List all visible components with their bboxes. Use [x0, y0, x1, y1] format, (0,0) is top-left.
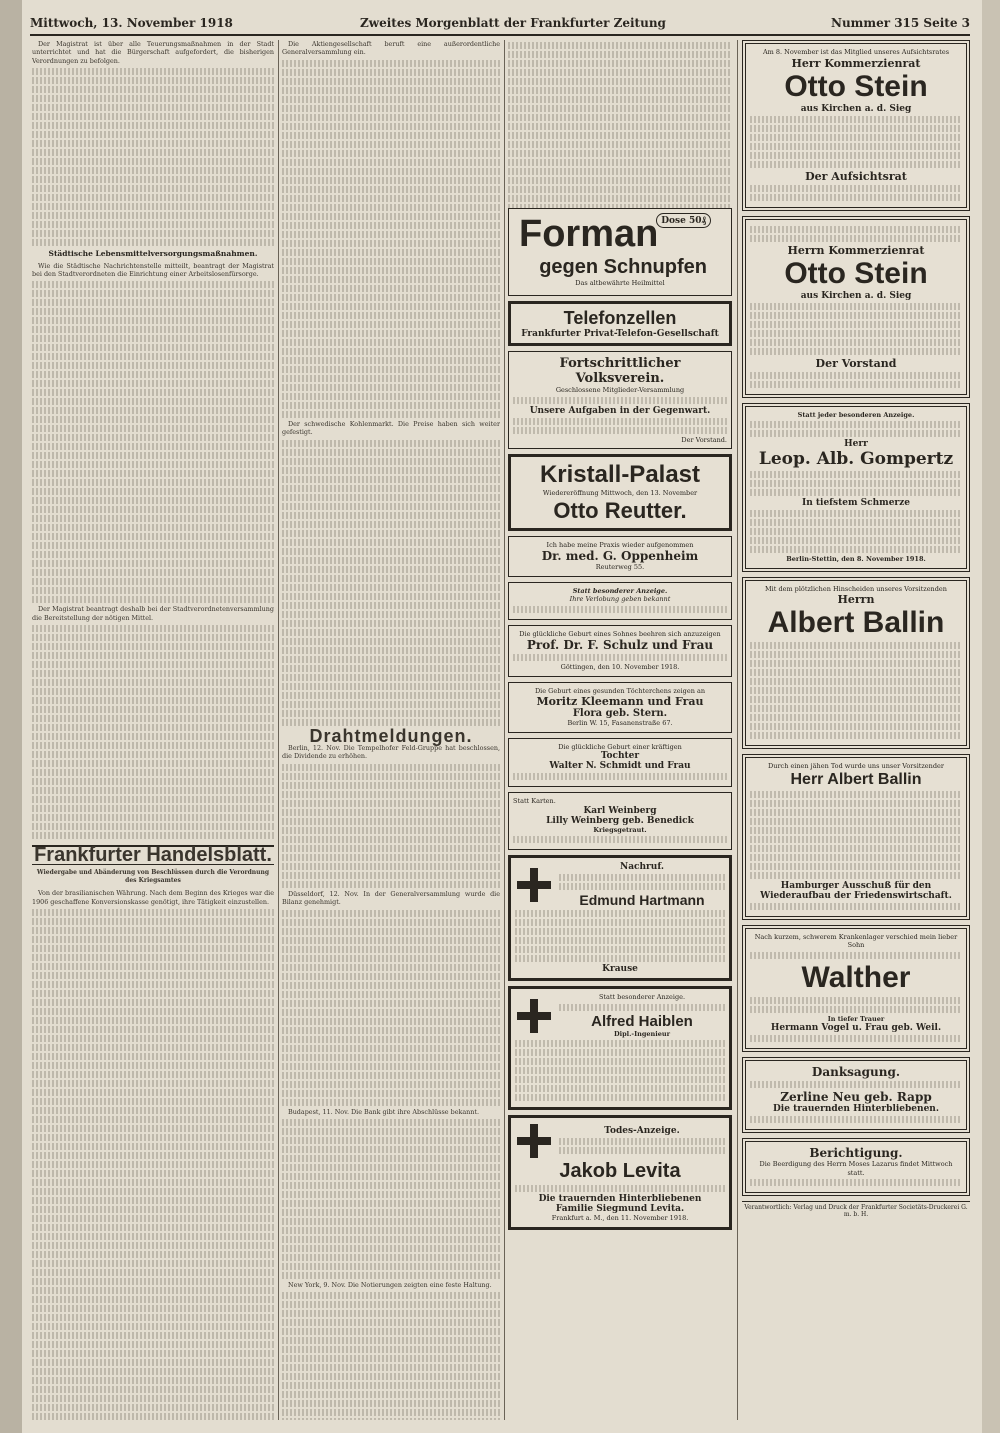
- ad-stein1-title: Herr Kommerzienrat: [791, 56, 921, 70]
- ad-stein2-sign: Der Vorstand: [815, 356, 897, 370]
- column-3: [508, 40, 732, 1420]
- ad-kleemann-name: Moritz Kleemann und Frau: [536, 695, 704, 708]
- column-rule: [737, 40, 738, 1420]
- ad-telefonzellen-title: Telefonzellen: [563, 308, 677, 328]
- ad-kristall-act: Otto Reutter.: [553, 497, 687, 523]
- column-1: [32, 40, 274, 1420]
- iron-cross-icon: [515, 1122, 553, 1160]
- ad-volksverein: [508, 351, 732, 449]
- ad-stein2-name: Otto Stein: [784, 256, 928, 290]
- ad-danksagung-sub: Die trauernden Hinterbliebenen.: [773, 1104, 939, 1114]
- article-paragraph: Der Magistrat beantragt deshalb bei der Stadtverordnetenversammlung die Bereitstellung der nötigen Mittel.: [32, 605, 274, 622]
- ad-gompertz-place: Berlin-Stettin, den 8. November 1918.: [786, 555, 926, 563]
- ad-schulz-place: Göttingen, den 10. November 1918.: [560, 663, 680, 671]
- ad-walther-name: Walther: [801, 960, 911, 994]
- ad-ballin-1: [742, 577, 970, 750]
- ad-kleemann-sub: Flora geb. Stern.: [572, 708, 668, 719]
- ad-levita: [508, 1115, 732, 1230]
- ad-ballin2-name: Herr Albert Ballin: [790, 770, 922, 788]
- column-rule: [504, 40, 505, 1420]
- article-paragraph: Der schwedische Kohlenmarkt. Die Preise haben sich weiter gefestigt.: [282, 419, 500, 437]
- ad-volksverein-sub: Geschlossene Mitglieder-Versammlung: [555, 386, 685, 394]
- section-title-drahtmeldungen: Drahtmeldungen.: [309, 725, 473, 746]
- ad-hartmann-sign: Krause: [602, 964, 638, 974]
- ad-hartmann-title: Nachruf.: [619, 862, 665, 872]
- ad-ballin-2: [742, 754, 970, 920]
- ad-kleemann: [508, 682, 732, 733]
- ad-berichtigung-title: Berichtigung.: [809, 1146, 903, 1160]
- ad-verlobung-body: Ihre Verlobung geben bekannt: [569, 595, 671, 603]
- article-paragraph: Der Magistrat ist über alle Teuerungsmaßnahmen in der Stadt unterrichtet und hat die Bürgerschaft aufgefordert, die bisherigen Verordnungen zu befolgen.: [32, 40, 274, 65]
- section-title: Frankfurter Handelsblatt.: [32, 845, 274, 864]
- ad-haiblen-sub: Dipl.-Ingenieur: [613, 1029, 670, 1038]
- ad-danksagung: [742, 1057, 970, 1133]
- ad-berichtigung-body: Die Beerdigung des Herrn Moses Lazarus findet Mittwoch statt.: [759, 1160, 953, 1177]
- ad-stein1-name: Otto Stein: [784, 69, 928, 103]
- article-heading: Städtische Lebensmittelversorgungsmaßnahmen.: [48, 249, 258, 259]
- ad-kristall-palast: [508, 454, 732, 531]
- ad-volksverein-title: Fortschrittlicher Volksverein.: [559, 356, 681, 386]
- ad-walther: [742, 925, 970, 1053]
- ad-oppenheim-addr: Reuterweg 55.: [595, 563, 645, 571]
- ad-gompertz: [742, 403, 970, 572]
- article-paragraph: Von der brasilianischen Währung. Nach dem Beginn des Krieges war die 1906 geschaffene Konversionskasse genötigt, ihre Tätigkeit einzustellen.: [32, 889, 274, 906]
- ad-verlobung-title: Statt besonderer Anzeige.: [572, 586, 668, 595]
- ad-oppenheim-intro: Ich habe meine Praxis wieder aufgenommen: [546, 540, 694, 549]
- ad-gompertz-title: Statt jeder besonderen Anzeige.: [797, 410, 915, 419]
- article-paragraph: Düsseldorf, 12. Nov. In der Generalversammlung wurde die Bilanz genehmigt.: [282, 889, 500, 907]
- imprint: Verantwortlich: Verlag und Druck der Frankfurter Societäts-Druckerei G. m. b. H.: [742, 1201, 970, 1218]
- ad-stein1-sign: Der Aufsichtsrat: [805, 169, 907, 183]
- ad-weinberg-sub: Kriegsgetraut.: [593, 825, 647, 834]
- ad-ballin1-name: Albert Ballin: [767, 606, 945, 639]
- article-paragraph: Berlin, 12. Nov. Die Tempelhofer Feld-Gruppe hat beschlossen, die Dividende zu erhöhen.: [282, 744, 500, 761]
- ad-gompertz-name: Leop. Alb. Gompertz: [758, 449, 954, 469]
- ad-weinberg-title: Statt Karten.: [513, 797, 556, 805]
- ad-tochter: [508, 738, 732, 788]
- column-2: [282, 40, 500, 1420]
- ad-oppenheim: [508, 536, 732, 577]
- ad-levita-title: Todes-Anzeige.: [604, 1126, 680, 1136]
- ad-haiblen: [508, 986, 732, 1110]
- page-header: [30, 14, 970, 36]
- ad-kristall-title: Kristall-Palast: [539, 461, 701, 488]
- ad-weinberg-name: Karl Weinberg: [583, 805, 657, 816]
- ad-gompertz-pre: Herr: [844, 439, 868, 449]
- ad-levita-family: Familie Siegmund Levita.: [555, 1204, 685, 1214]
- ad-schulz-name: Prof. Dr. F. Schulz und Frau: [526, 638, 714, 652]
- right-edge: [982, 0, 1000, 1433]
- ad-forman-note: Das altbewährte Heilmittel: [575, 279, 665, 287]
- ad-tochter-name: Walter N. Schmidt und Frau: [549, 761, 691, 771]
- ad-telefonzellen-sub: Frankfurter Privat-Telefon-Gesellschaft: [521, 329, 719, 339]
- ad-volksverein-sign: Der Vorstand.: [681, 435, 727, 444]
- column-4: [742, 40, 970, 1420]
- ad-kleemann-intro: Die Geburt eines gesunden Töchterchens zeigen an: [534, 686, 706, 695]
- ad-ballin1-pre: Herrn: [837, 593, 875, 606]
- ad-walther-intro: Nach kurzem, schwerem Krankenlager verschied mein lieber Sohn: [754, 932, 958, 949]
- ad-forman: [508, 208, 732, 296]
- ad-weinberg-name2: Lilly Weinberg geb. Benedick: [546, 815, 694, 826]
- ad-stein2-place: aus Kirchen a. d. Sieg: [800, 290, 912, 301]
- ad-weinberg: [508, 792, 732, 850]
- ad-danksagung-title: Danksagung.: [811, 1065, 901, 1079]
- header-page: Nummer 315 Seite 3: [830, 16, 970, 30]
- iron-cross-icon: [515, 866, 553, 904]
- header-date: Mittwoch, 13. November 1918: [30, 16, 233, 30]
- ad-levita-name: Jakob Levita: [559, 1160, 681, 1182]
- ad-stein-1: [742, 40, 970, 211]
- section-subtitle: Wiedergabe und Abänderung von Beschlüssen durch die Verordnung des Kriegsamtes: [36, 868, 270, 885]
- ad-danksagung-name: Zerline Neu geb. Rapp: [780, 1090, 932, 1104]
- article-paragraph: Budapest, 11. Nov. Die Bank gibt ihre Abschlüsse bekannt.: [288, 1107, 480, 1116]
- ad-stein2-title: Herrn Kommerzienrat: [787, 243, 925, 257]
- binding-strip: [0, 0, 22, 1433]
- iron-cross-icon: [515, 997, 553, 1035]
- ad-forman-sub: gegen Schnupfen: [539, 256, 707, 278]
- ad-ballin2-sign: Hamburger Ausschuß für den Wiederaufbau der Friedenswirtschaft.: [760, 880, 952, 901]
- ad-ballin1-intro: Mit dem plötzlichen Hinscheiden unseres Vorsitzenden: [765, 584, 947, 593]
- ad-oppenheim-name: Dr. med. G. Oppenheim: [541, 549, 699, 563]
- ad-forman-brand: Forman: [519, 213, 659, 255]
- article-paragraph: Die Aktiengesellschaft beruft eine außerordentliche Generalversammlung ein.: [282, 40, 500, 57]
- ad-tochter-word: Tochter: [600, 751, 640, 761]
- ad-gompertz-sub: In tiefstem Schmerze: [801, 498, 911, 508]
- ad-schulz-intro: Die glückliche Geburt eines Sohnes beehren sich anzuzeigen: [519, 629, 721, 638]
- ad-walther-family: Hermann Vogel u. Frau geb. Weil.: [770, 1023, 942, 1033]
- header-title: Zweites Morgenblatt der Frankfurter Zeitung: [360, 16, 666, 30]
- ad-forman-price: Dose 50₰: [656, 213, 711, 228]
- ad-stein-2: [742, 216, 970, 398]
- ad-haiblen-title: Statt besonderer Anzeige.: [598, 993, 686, 1001]
- ad-hartmann-name: Edmund Hartmann: [579, 892, 705, 908]
- article-paragraph: New York, 9. Nov. Die Notierungen zeigten eine feste Haltung.: [288, 1281, 492, 1290]
- ad-volksverein-topic: Unsere Aufgaben in der Gegenwart.: [529, 405, 711, 416]
- column-rule: [278, 40, 279, 1420]
- ad-kristall-sub: Wiedereröffnung Mittwoch, den 13. November: [542, 489, 698, 497]
- ad-hartmann: [508, 855, 732, 981]
- article-paragraph: Wie die Städtische Nachrichtenstelle mitteilt, beantragt der Magistrat bei den Stadtverordneten die Einrichtung einer Arbeitslosenfürsorge.: [32, 261, 274, 279]
- ad-schulz: [508, 625, 732, 677]
- article-block: [508, 40, 732, 208]
- ad-levita-place: Frankfurt a. M., den 11. November 1918.: [551, 1214, 689, 1222]
- ad-haiblen-name: Alfred Haiblen: [591, 1012, 693, 1030]
- ad-telefonzellen: [508, 301, 732, 346]
- ad-walther-sub: In tiefer Trauer: [827, 1014, 885, 1023]
- ad-verlobung: [508, 582, 732, 620]
- ad-stein1-place: aus Kirchen a. d. Sieg: [800, 103, 912, 114]
- ad-ballin2-intro: Durch einen jähen Tod wurde uns unser Vorsitzender: [768, 762, 944, 770]
- ad-stein1-intro: Am 8. November ist das Mitglied unseres Aufsichtsrates: [762, 48, 950, 56]
- ad-kleemann-place: Berlin W. 15, Fasanenstraße 67.: [567, 719, 673, 727]
- ad-berichtigung: [742, 1138, 970, 1196]
- ad-levita-sub: Die trauernden Hinterbliebenen: [538, 1194, 702, 1204]
- ad-tochter-intro: Die glückliche Geburt einer kräftigen: [558, 742, 682, 751]
